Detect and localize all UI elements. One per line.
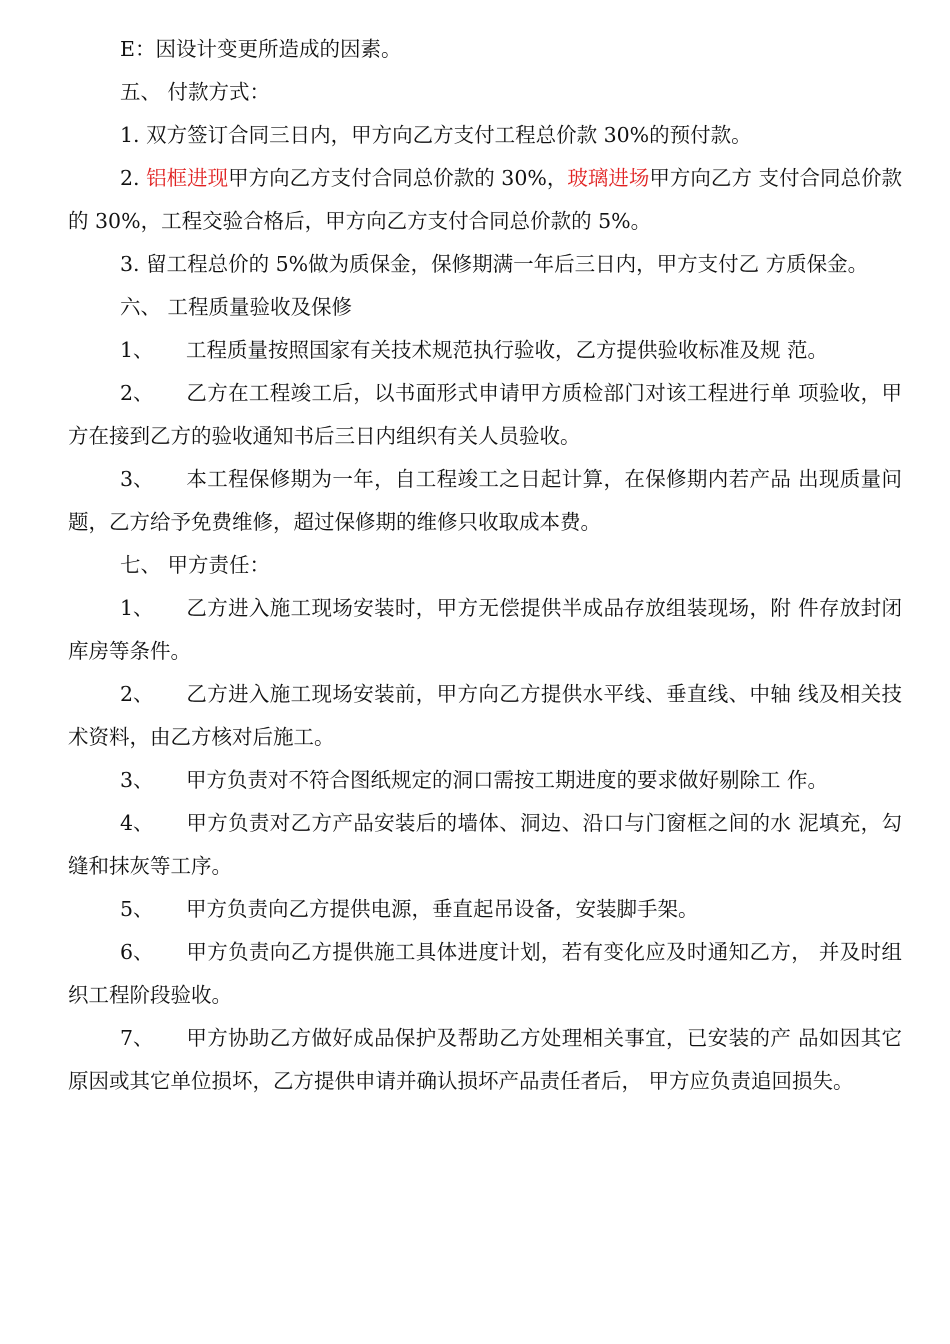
quality-item-3-text: 本工程保修期为一年，自工程竣工之日起计算，在保修期内若产品 出现质量问题，乙方给予免费维修，超过保修期的维修只收取成本费。	[68, 467, 902, 534]
party-a-item-4-number: 4、	[120, 811, 154, 835]
payment-item-2	[68, 157, 902, 243]
party-a-item-2	[68, 673, 902, 759]
highlight-frame-arrival: 铝框进现	[146, 166, 229, 190]
quality-item-1-number: 1、	[120, 338, 154, 362]
party-a-item-3-number: 3、	[120, 768, 154, 792]
section-5-heading: 五、 付款方式：	[120, 80, 271, 104]
quality-item-3-number: 3、	[120, 467, 154, 491]
party-a-item-2-text: 乙方进入施工现场安装前，甲方向乙方提供水平线、垂直线、中轴 线及相关技术资料，由乙方核对后施工。	[68, 682, 902, 749]
party-a-item-3	[68, 759, 902, 802]
quality-item-1	[68, 329, 902, 372]
payment-item-3: 3. 留工程总价的 5%做为质保金，保修期满一年后三日内，甲方支付乙 方质保金。	[120, 252, 869, 276]
quality-item-2-text: 乙方在工程竣工后，以书面形式申请甲方质检部门对该工程进行单 项验收，甲方在接到乙方的验收通知书后三日内组织有关人员验收。	[68, 381, 902, 448]
quality-item-3	[68, 458, 902, 544]
document-body	[68, 28, 902, 1103]
section-7-heading: 七、 甲方责任：	[120, 553, 271, 577]
payment-item-2-text-1: 甲方向乙方支付合同总价款的 30%，	[228, 166, 568, 190]
clause-e: E：因设计变更所造成的因素。	[120, 37, 402, 61]
party-a-item-6-text: 甲方负责向乙方提供施工具体进度计划，若有变化应及时通知乙方， 并及时组织工程阶段验收。	[68, 940, 902, 1007]
payment-item-2-text-2: 甲方向乙方 支付合同总价款的 30%，工程交验合格后，甲方向乙方支付合同总价款的 5%。	[68, 166, 903, 233]
party-a-item-7-number: 7、	[120, 1026, 154, 1050]
party-a-item-1-text: 乙方进入施工现场安装时，甲方无偿提供半成品存放组装现场，附 件存放封闭库房等条件。	[68, 596, 902, 663]
party-a-item-4	[68, 802, 902, 888]
party-a-item-5-text: 甲方负责向乙方提供电源，垂直起吊设备，安装脚手架。	[186, 897, 699, 921]
payment-item-1: 1. 双方签订合同三日内，甲方向乙方支付工程总价款 30%的预付款。	[120, 123, 752, 147]
payment-item-2-number: 2.	[120, 166, 147, 190]
quality-item-2	[68, 372, 902, 458]
party-a-item-3-text: 甲方负责对不符合图纸规定的洞口需按工期进度的要求做好剔除工 作。	[186, 768, 829, 792]
section-6-heading: 六、 工程质量验收及保修	[120, 295, 353, 319]
party-a-item-6-number: 6、	[120, 940, 154, 964]
party-a-item-1	[68, 587, 902, 673]
party-a-item-4-text: 甲方负责对乙方产品安装后的墙体、洞边、沿口与门窗框之间的水 泥填充，勾缝和抹灰等工序。	[68, 811, 902, 878]
party-a-item-7-text: 甲方协助乙方做好成品保护及帮助乙方处理相关事宜，已安装的产 品如因其它原因或其它单位损坏，乙方提供申请并确认损坏产品责任者后， 甲方应负责追回损失。	[68, 1026, 902, 1093]
party-a-item-7	[68, 1017, 902, 1103]
quality-item-1-text: 工程质量按照国家有关技术规范执行验收，乙方提供验收标准及规 范。	[186, 338, 829, 362]
party-a-item-5-number: 5、	[120, 897, 154, 921]
party-a-item-2-number: 2、	[120, 682, 154, 706]
party-a-item-5	[68, 888, 902, 931]
quality-item-2-number: 2、	[120, 381, 154, 405]
party-a-item-1-number: 1、	[120, 596, 154, 620]
highlight-glass-arrival: 玻璃进场	[567, 166, 650, 190]
party-a-item-6	[68, 931, 902, 1017]
